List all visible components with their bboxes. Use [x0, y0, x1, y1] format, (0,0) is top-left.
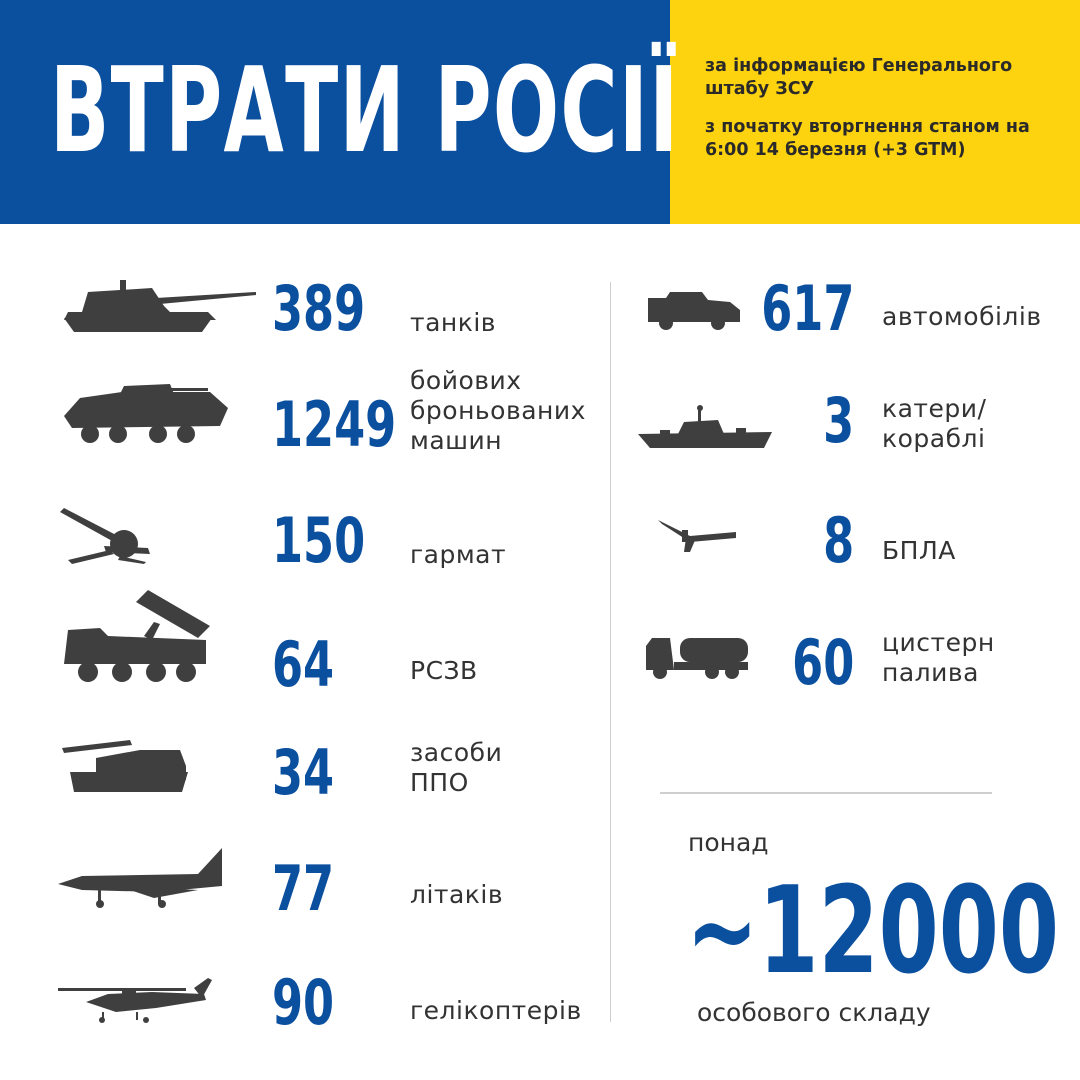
personnel-prefix: понад [688, 828, 769, 857]
ships-label: катери/ кораблі [882, 394, 987, 453]
source-note: за інформацією Генерального штабу ЗСУ [705, 56, 1013, 99]
mlrs-value: 64 [272, 628, 335, 701]
vehicles-label: автомобілів [882, 302, 1042, 331]
mlrs-label: РСЗВ [410, 656, 478, 685]
column-divider [610, 282, 611, 1022]
personnel-divider [660, 792, 992, 794]
fuel-tankers-value: 60 [791, 626, 854, 699]
rocket-launcher-icon [60, 588, 210, 683]
warship-icon [638, 404, 773, 450]
vehicles-value: 617 [760, 272, 854, 345]
jet-aircraft-icon [58, 846, 228, 910]
drones-value: 8 [822, 504, 854, 577]
personnel-label: особового складу [697, 998, 931, 1027]
armored-vehicles-label: бойових броньованих машин [410, 366, 586, 455]
date-note: з початку вторгнення станом на 6:00 14 березня (+3 GTM) [705, 117, 1030, 160]
fuel-tanker-icon [644, 630, 749, 680]
helicopters-value: 90 [272, 966, 335, 1039]
drone-icon [656, 518, 738, 554]
air-defense-icon [60, 736, 190, 798]
tanks-label: танків [410, 308, 497, 337]
military-truck-icon [646, 290, 741, 330]
air-defense-value: 34 [272, 736, 335, 809]
ships-value: 3 [822, 384, 854, 457]
air-defense-label: засоби ППО [410, 738, 503, 797]
artillery-gun-icon [58, 506, 153, 566]
personnel-value: ~12000 [686, 862, 1059, 1001]
helicopters-label: гелікоптерів [410, 996, 582, 1025]
drones-label: БПЛА [882, 536, 956, 565]
tank-icon [60, 278, 260, 338]
guns-label: гармат [410, 540, 507, 569]
helicopter-icon [56, 966, 216, 1024]
aircraft-value: 77 [272, 852, 335, 925]
tanks-value: 389 [272, 272, 366, 345]
fuel-tankers-label: цистерн палива [882, 628, 995, 687]
armored-vehicles-value: 1249 [272, 388, 397, 461]
header-yellow-panel [670, 0, 1080, 224]
armored-vehicle-icon [60, 376, 235, 446]
guns-value: 150 [272, 504, 366, 577]
aircraft-label: літаків [410, 880, 504, 909]
page-title: ВТРАТИ РОСІЇ [50, 41, 680, 179]
